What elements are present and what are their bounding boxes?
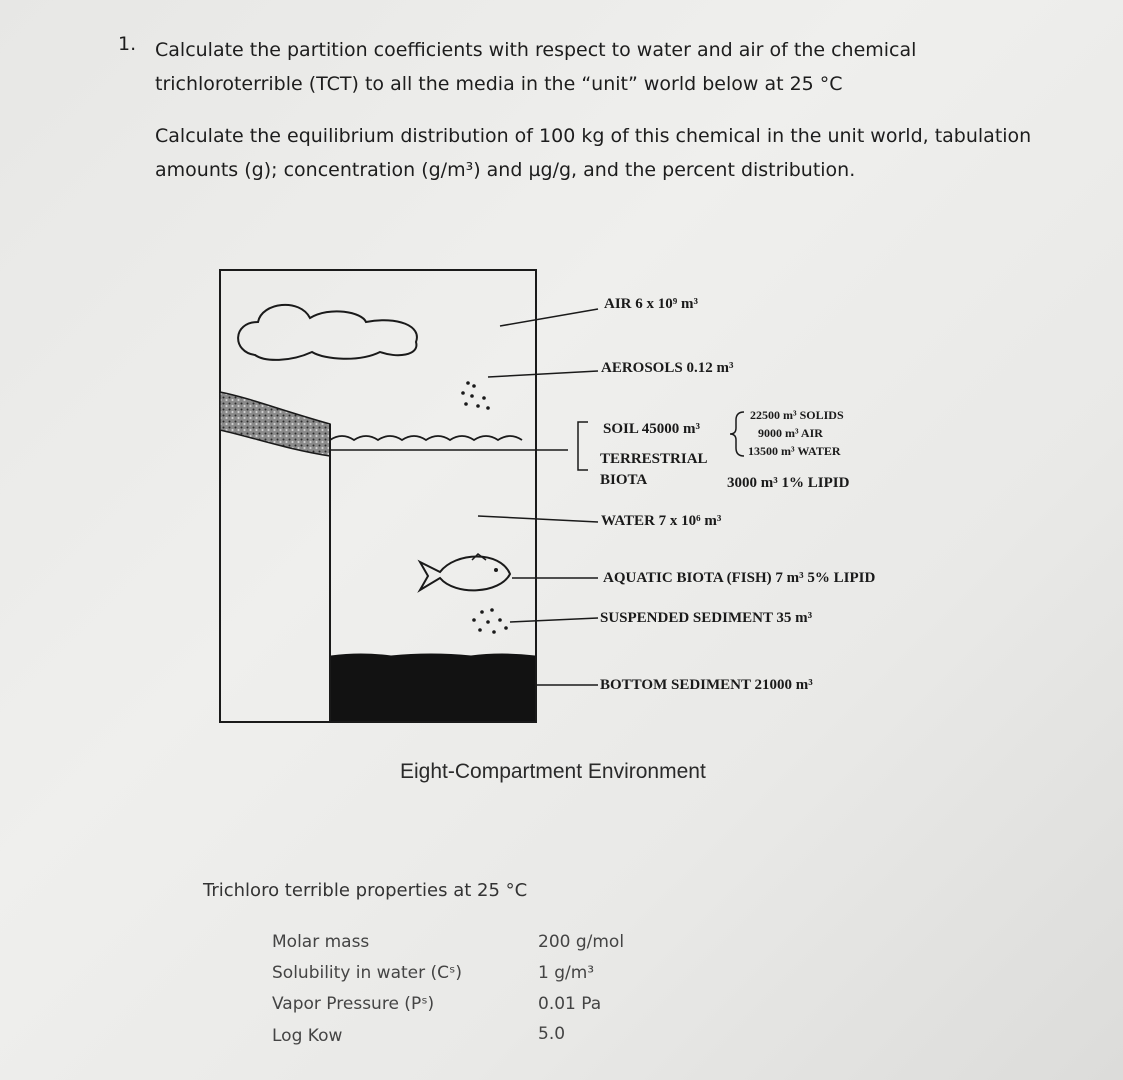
question-line-1: Calculate the partition coefficients with respect to water and air of the chemical xyxy=(155,39,917,61)
label-aerosols: AEROSOLS 0.12 m³ xyxy=(601,360,734,376)
property-name: Log Kow xyxy=(272,1026,343,1046)
leader-lines xyxy=(330,309,598,685)
soil-brace xyxy=(730,412,744,456)
label-bottom-sediment: BOTTOM SEDIMENT 21000 m³ xyxy=(600,677,813,693)
bottom-sediment-fill xyxy=(331,656,535,721)
aerosol-dots xyxy=(461,381,490,410)
label-soil-solids: 22500 m³ SOLIDS xyxy=(750,408,844,422)
label-soil-air: 9000 m³ AIR xyxy=(758,426,823,440)
label-biota: BIOTA xyxy=(600,472,648,488)
property-value: 0.01 Pa xyxy=(538,994,602,1014)
soil-layer xyxy=(220,392,330,456)
diagram-caption: Eight-Compartment Environment xyxy=(400,760,706,783)
property-name: Vapor Pressure (Pˢ) xyxy=(272,994,435,1014)
label-biota-value: 3000 m³ 1% LIPID xyxy=(727,475,850,491)
question-line-3: Calculate the equilibrium distribution of 100 kg of this chemical in the unit world, tabulation xyxy=(155,125,1032,147)
label-aquatic-biota: AQUATIC BIOTA (FISH) 7 m³ 5% LIPID xyxy=(603,570,876,586)
question-line-2: trichloroterrible (TCT) to all the media in the “unit” world below at 25 °C xyxy=(155,73,843,95)
suspended-sediment-dots xyxy=(472,608,508,634)
cloud-icon xyxy=(238,305,417,360)
label-suspended-sediment: SUSPENDED SEDIMENT 35 m³ xyxy=(600,610,813,626)
fish-icon xyxy=(420,557,510,591)
label-soil-water: 13500 m³ WATER xyxy=(748,444,841,458)
property-value: 1 g/m³ xyxy=(538,963,595,983)
property-value: 5.0 xyxy=(538,1024,566,1044)
property-name: Molar mass xyxy=(272,932,370,952)
water-surface xyxy=(330,436,522,440)
label-air: AIR 6 x 10⁹ m³ xyxy=(604,296,698,312)
question-number: 1. xyxy=(118,33,137,55)
properties-title: Trichloro terrible properties at 25 °C xyxy=(203,880,528,901)
question-line-4: amounts (g); concentration (g/m³) and µg/g, and the percent distribution. xyxy=(155,159,856,181)
label-terrestrial: TERRESTRIAL xyxy=(600,451,708,467)
label-water: WATER 7 x 10⁶ m³ xyxy=(601,513,722,529)
label-soil: SOIL 45000 m³ xyxy=(603,421,701,437)
property-name: Solubility in water (Cˢ) xyxy=(272,963,462,983)
property-value: 200 g/mol xyxy=(538,932,625,952)
